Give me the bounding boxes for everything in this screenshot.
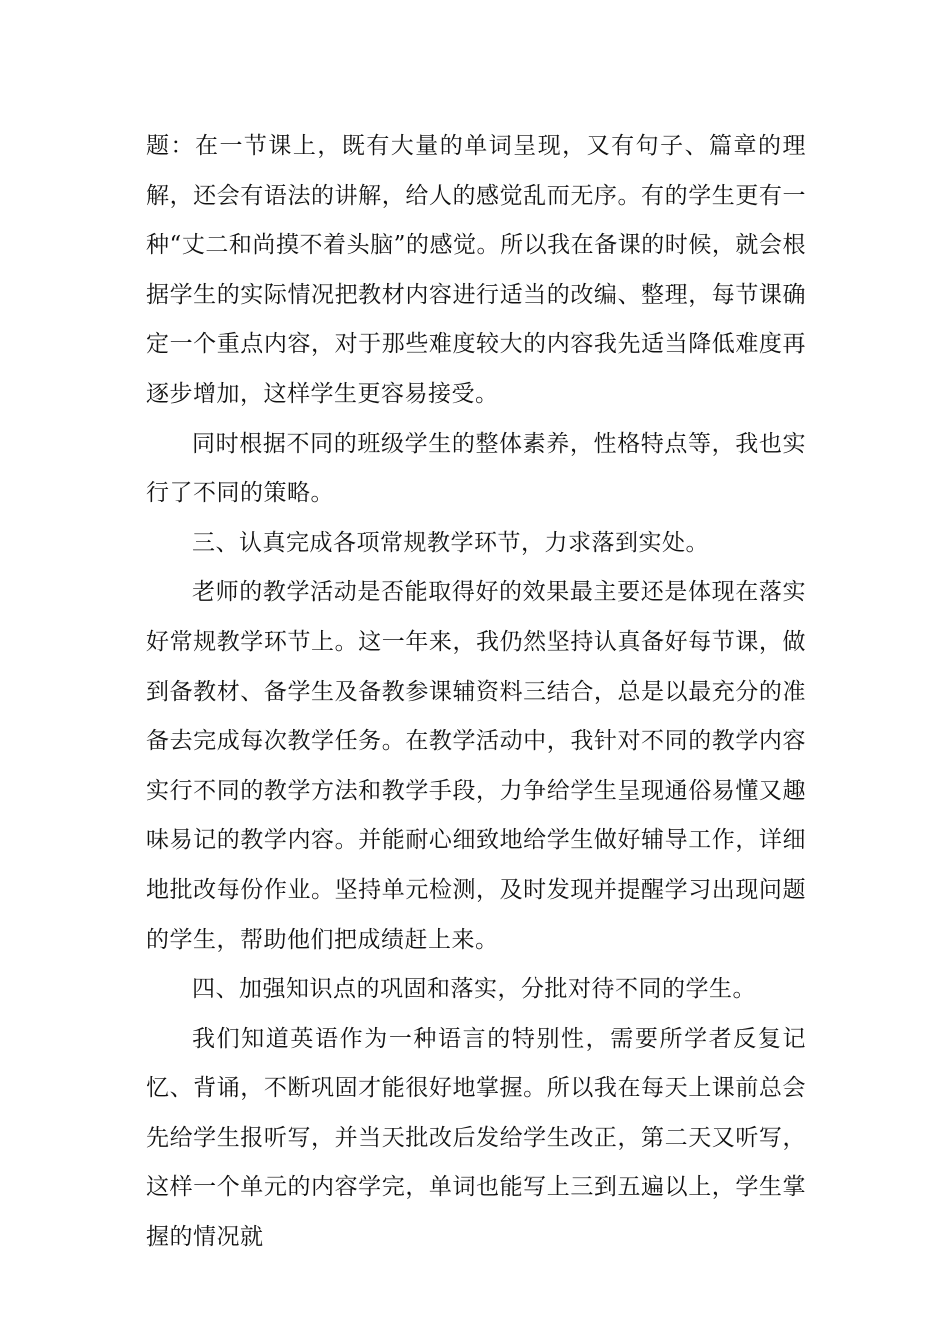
section-heading-three: 三、认真完成各项常规教学环节，力求落到实处。 xyxy=(192,529,709,556)
paragraph-teaching-routine: 老师的教学活动是否能取得好的效果最主要还是体现在落实好常规教学环节上。这一年来，我仍然坚持认真备好每节课，做到备教材、备学生及备教参课辅资料三结合，总是以最充分的准备去完成每次教学任务。在教学活动中，我针对不同的教学内容实行不同的教学方法和教学手段，力争给学生呈现通俗易懂又趣味易记的教学内容。并能耐心细致地给学生做好辅导工作，详细地批改每份作业。坚持单元检测，及时发现并提醒学习出现问题的学生，帮助他们把成绩赶上来。 xyxy=(146,579,806,953)
section-heading-four: 四、加强知识点的巩固和落实，分批对待不同的学生。 xyxy=(192,976,756,1003)
paragraph-continuation: 题：在一节课上，既有大量的单词呈现，又有句子、篇章的理解，还会有语法的讲解，给人的感觉乱而无序。有的学生更有一种“丈二和尚摸不着头脑”的感觉。所以我在备课的时候，就会根据学生的实际情况把教材内容进行适当的改编、整理，每节课确定一个重点内容，对于那些难度较大的内容我先适当降低难度再逐步增加，这样学生更容易接受。 xyxy=(146,133,806,407)
paragraph-consolidation: 我们知道英语作为一种语言的特别性，需要所学者反复记忆、背诵，不断巩固才能很好地掌握。所以我在每天上课前总会先给学生报听写，并当天批改后发给学生改正，第二天又听写，这样一个单元的内容学完，单词也能写上三到五遍以上，学生掌握的情况就 xyxy=(146,1025,806,1251)
document-body xyxy=(146,122,806,1263)
paragraph-strategy: 同时根据不同的班级学生的整体素养，性格特点等，我也实行了不同的策略。 xyxy=(146,430,806,507)
